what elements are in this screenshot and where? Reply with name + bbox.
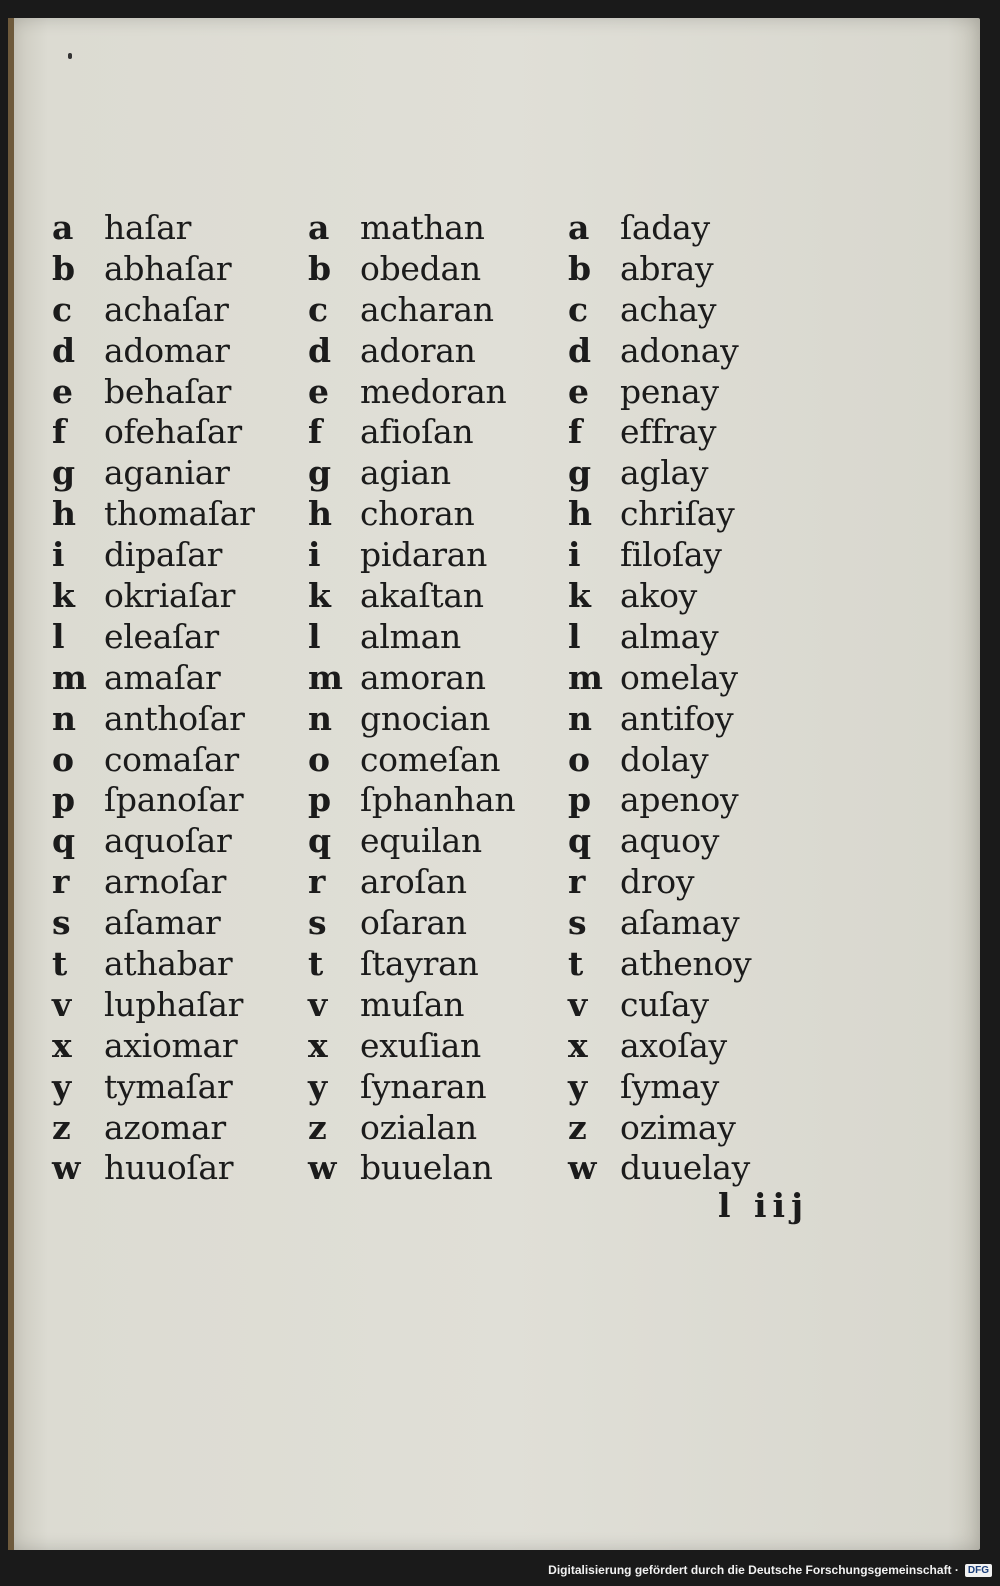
row-word: almay	[620, 616, 719, 656]
table-row	[308, 617, 515, 658]
row-word: dipaſar	[104, 535, 223, 575]
row-word: ſtayran	[360, 944, 479, 984]
table-row	[52, 699, 255, 740]
table-row	[308, 862, 515, 903]
row-word: akaſtan	[360, 576, 484, 616]
row-letter: m	[568, 657, 603, 697]
row-letter: z	[52, 1107, 71, 1147]
row-letter: q	[52, 821, 76, 861]
row-letter: m	[308, 657, 343, 697]
row-word: duuelay	[620, 1148, 750, 1188]
row-word: okriaſar	[104, 576, 236, 616]
row-word: abray	[620, 248, 714, 288]
row-word: exuſian	[360, 1025, 481, 1065]
table-row	[568, 535, 751, 576]
row-word: athabar	[104, 944, 233, 984]
row-word: muſan	[360, 984, 465, 1024]
row-word: adonay	[620, 330, 739, 370]
row-letter: c	[52, 289, 73, 329]
row-letter: c	[308, 289, 329, 329]
row-word: haſar	[104, 208, 192, 247]
row-word: ſymay	[620, 1066, 719, 1106]
row-word: oſaran	[360, 903, 467, 943]
table-row	[52, 944, 255, 985]
row-word: medoran	[360, 371, 507, 411]
row-letter: a	[568, 208, 590, 247]
row-word: choran	[360, 494, 475, 534]
row-word: ſynaran	[360, 1066, 487, 1106]
row-word: ſaday	[620, 208, 710, 247]
row-letter: y	[568, 1066, 588, 1106]
row-word: comaſar	[104, 739, 239, 779]
table-row	[568, 985, 751, 1026]
cipher-table	[8, 208, 980, 1208]
table-row	[52, 1067, 255, 1108]
row-word: ſpanoſar	[104, 780, 244, 820]
table-row	[568, 453, 751, 494]
table-row	[308, 535, 515, 576]
row-word: achay	[620, 289, 717, 329]
row-letter: t	[52, 944, 68, 984]
table-row	[308, 331, 515, 372]
row-word: gnocian	[360, 698, 491, 738]
table-row	[568, 699, 751, 740]
row-letter: h	[308, 494, 332, 534]
row-word: behaſar	[104, 371, 232, 411]
row-word: aquoy	[620, 821, 720, 861]
row-letter: d	[52, 330, 76, 370]
row-letter: n	[308, 698, 332, 738]
footer-text: Digitalisierung gefördert durch die Deutsche Forschungsgemeinschaft ·	[548, 1563, 959, 1577]
row-word: abhaſar	[104, 248, 232, 288]
row-word: amoran	[360, 657, 486, 697]
row-word: ozialan	[360, 1107, 477, 1147]
row-letter: h	[568, 494, 592, 534]
row-word: achaſar	[104, 289, 229, 329]
row-word: obedan	[360, 248, 481, 288]
row-word: chriſay	[620, 494, 735, 534]
column-1	[52, 208, 255, 1189]
row-letter: k	[308, 576, 331, 616]
row-letter: n	[568, 698, 592, 738]
table-row	[568, 372, 751, 413]
table-row	[568, 780, 751, 821]
row-word: droy	[620, 862, 695, 902]
row-letter: d	[308, 330, 332, 370]
table-row	[52, 1148, 255, 1189]
row-letter: w	[52, 1148, 81, 1188]
row-word: apenoy	[620, 780, 739, 820]
table-row	[52, 535, 255, 576]
row-letter: t	[568, 944, 584, 984]
table-row	[568, 658, 751, 699]
row-word: amaſar	[104, 657, 221, 697]
row-letter: q	[308, 821, 332, 861]
row-word: mathan	[360, 208, 485, 247]
row-letter: x	[52, 1025, 72, 1065]
table-row	[52, 372, 255, 413]
row-letter: f	[308, 412, 323, 452]
row-word: azomar	[104, 1107, 226, 1147]
row-letter: y	[52, 1066, 72, 1106]
table-row	[568, 617, 751, 658]
row-word: filoſay	[620, 535, 722, 575]
row-letter: z	[308, 1107, 327, 1147]
table-row	[52, 740, 255, 781]
row-word: agian	[360, 453, 451, 493]
row-word: arnoſar	[104, 862, 227, 902]
column-2	[308, 208, 515, 1189]
table-row	[52, 617, 255, 658]
table-row	[52, 821, 255, 862]
row-letter: o	[568, 739, 591, 779]
table-row	[568, 494, 751, 535]
table-row	[308, 208, 515, 249]
row-word: alman	[360, 616, 461, 656]
table-row	[308, 658, 515, 699]
ink-mark	[68, 53, 72, 59]
table-row	[568, 249, 751, 290]
row-word: omelay	[620, 657, 738, 697]
table-row	[308, 903, 515, 944]
row-letter: o	[52, 739, 75, 779]
row-letter: s	[568, 903, 587, 943]
row-word: axiomar	[104, 1025, 238, 1065]
row-word: huuoſar	[104, 1148, 234, 1188]
row-letter: r	[568, 862, 586, 902]
dfg-logo: DFG	[965, 1564, 992, 1577]
row-word: axoſay	[620, 1025, 727, 1065]
table-row	[52, 903, 255, 944]
row-word: aganiar	[104, 453, 230, 493]
table-row	[52, 290, 255, 331]
table-row	[568, 903, 751, 944]
row-letter: x	[308, 1025, 328, 1065]
row-letter: p	[52, 780, 76, 820]
row-letter: v	[52, 984, 72, 1024]
table-row	[52, 1108, 255, 1149]
table-row	[568, 862, 751, 903]
table-row	[52, 576, 255, 617]
row-letter: a	[308, 208, 330, 247]
row-letter: f	[568, 412, 583, 452]
row-letter: e	[308, 371, 329, 411]
table-row	[52, 494, 255, 535]
table-row	[308, 740, 515, 781]
table-row	[308, 1026, 515, 1067]
row-letter: l	[308, 616, 321, 656]
row-word: ſphanhan	[360, 780, 516, 820]
row-word: penay	[620, 371, 719, 411]
row-word: tymaſar	[104, 1066, 233, 1106]
row-word: aroſan	[360, 862, 467, 902]
row-word: cuſay	[620, 984, 709, 1024]
row-word: ozimay	[620, 1107, 736, 1147]
table-row	[568, 290, 751, 331]
table-row	[308, 494, 515, 535]
row-letter: s	[52, 903, 71, 943]
row-letter: f	[52, 412, 67, 452]
book-page	[8, 18, 980, 1550]
table-row	[568, 1026, 751, 1067]
table-row	[308, 1067, 515, 1108]
row-word: acharan	[360, 289, 494, 329]
table-row	[308, 453, 515, 494]
table-row	[568, 944, 751, 985]
row-letter: d	[568, 330, 592, 370]
table-row	[308, 249, 515, 290]
row-letter: n	[52, 698, 76, 738]
row-letter: h	[52, 494, 76, 534]
row-letter: l	[568, 616, 581, 656]
row-letter: g	[308, 453, 332, 493]
row-letter: w	[568, 1148, 597, 1188]
table-row	[308, 821, 515, 862]
table-row	[568, 821, 751, 862]
row-letter: l	[52, 616, 65, 656]
row-letter: y	[308, 1066, 328, 1106]
row-letter: p	[308, 780, 332, 820]
row-letter: o	[308, 739, 331, 779]
row-word: afioſan	[360, 412, 474, 452]
row-word: aglay	[620, 453, 709, 493]
row-letter: v	[308, 984, 328, 1024]
row-word: comeſan	[360, 739, 501, 779]
table-row	[568, 1148, 751, 1189]
table-row	[308, 290, 515, 331]
folio-number: l iij	[718, 1186, 810, 1225]
table-row	[308, 1148, 515, 1189]
row-letter: z	[568, 1107, 587, 1147]
table-row	[52, 412, 255, 453]
row-letter: t	[308, 944, 324, 984]
digitization-footer	[548, 1556, 992, 1584]
row-word: antifoy	[620, 698, 734, 738]
row-letter: k	[52, 576, 75, 616]
row-letter: e	[52, 371, 73, 411]
row-letter: a	[52, 208, 74, 247]
row-letter: v	[568, 984, 588, 1024]
table-row	[568, 576, 751, 617]
row-letter: q	[568, 821, 592, 861]
row-letter: i	[52, 535, 65, 575]
table-row	[308, 944, 515, 985]
table-row	[568, 1067, 751, 1108]
row-word: adomar	[104, 330, 230, 370]
table-row	[568, 331, 751, 372]
table-row	[308, 576, 515, 617]
table-row	[568, 740, 751, 781]
row-word: adoran	[360, 330, 476, 370]
table-row	[52, 249, 255, 290]
row-letter: g	[52, 453, 76, 493]
row-letter: e	[568, 371, 589, 411]
column-3	[568, 208, 751, 1189]
row-letter: b	[308, 248, 332, 288]
row-letter: c	[568, 289, 589, 329]
row-word: luphaſar	[104, 984, 244, 1024]
table-row	[308, 1108, 515, 1149]
row-letter: r	[52, 862, 70, 902]
table-row	[568, 208, 751, 249]
table-row	[52, 331, 255, 372]
row-word: effray	[620, 412, 717, 452]
row-letter: k	[568, 576, 591, 616]
table-row	[52, 780, 255, 821]
table-row	[308, 699, 515, 740]
table-row	[568, 412, 751, 453]
table-row	[52, 208, 255, 249]
row-word: eleaſar	[104, 616, 219, 656]
row-letter: p	[568, 780, 592, 820]
table-row	[308, 985, 515, 1026]
row-word: aquoſar	[104, 821, 232, 861]
row-word: anthoſar	[104, 698, 245, 738]
row-word: akoy	[620, 576, 697, 616]
row-letter: i	[568, 535, 581, 575]
table-row	[52, 1026, 255, 1067]
row-word: equilan	[360, 821, 482, 861]
row-word: aſamar	[104, 903, 221, 943]
row-letter: b	[568, 248, 592, 288]
row-letter: r	[308, 862, 326, 902]
row-letter: g	[568, 453, 592, 493]
row-letter: x	[568, 1025, 588, 1065]
table-row	[308, 780, 515, 821]
row-word: buuelan	[360, 1148, 493, 1188]
row-word: thomaſar	[104, 494, 255, 534]
table-row	[308, 412, 515, 453]
row-letter: w	[308, 1148, 337, 1188]
table-row	[52, 862, 255, 903]
row-word: aſamay	[620, 903, 740, 943]
row-word: dolay	[620, 739, 709, 779]
row-word: ofehaſar	[104, 412, 242, 452]
table-row	[308, 372, 515, 413]
table-row	[52, 658, 255, 699]
table-row	[568, 1108, 751, 1149]
row-letter: i	[308, 535, 321, 575]
table-row	[52, 453, 255, 494]
row-word: athenoy	[620, 944, 752, 984]
row-letter: b	[52, 248, 76, 288]
row-letter: s	[308, 903, 327, 943]
row-letter: m	[52, 657, 87, 697]
row-word: pidaran	[360, 535, 488, 575]
table-row	[52, 985, 255, 1026]
